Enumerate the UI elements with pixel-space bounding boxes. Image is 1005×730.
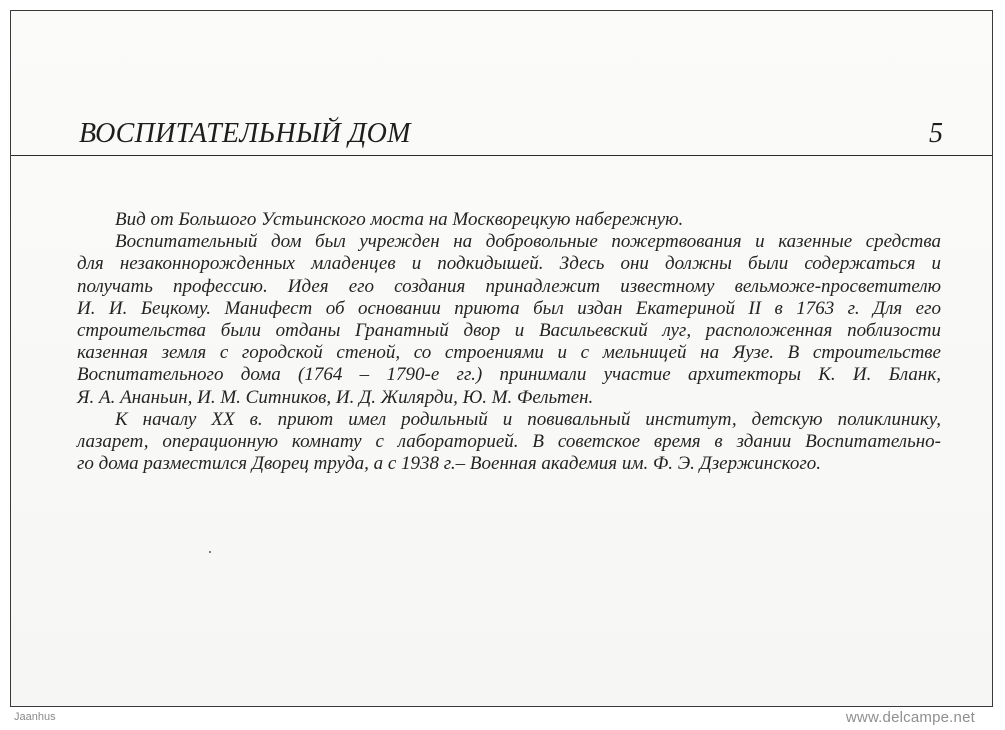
text-line: получать профессию. Идея его создания принадлежит известному вельможе-просветителю xyxy=(77,275,941,297)
text-line: го дома разместился Дворец труда, а с 1938 г.– Военная академия им. Ф. Э. Дзержинского. xyxy=(77,453,821,475)
paper-speck xyxy=(209,551,211,553)
text-line: Вид от Большого Устьинского моста на Москворецкую набережную. xyxy=(115,209,684,230)
seller-watermark: Jaanhus xyxy=(14,711,56,723)
text-line: Воспитательный дом был учрежден на добровольные пожертвования и казенные средства xyxy=(115,231,941,253)
header-divider xyxy=(11,155,992,156)
postcard-back xyxy=(10,10,993,707)
site-watermark: www.delcampe.net xyxy=(845,709,975,726)
text-line: К началу XX в. приют имел родильный и повивальный институт, детскую поликлинику, xyxy=(115,408,941,430)
page-title: ВОСПИТАТЕЛЬНЫЙ ДОМ xyxy=(79,118,411,149)
text-line: Воспитательного дома (1764 – 1790-е гг.) принимали участие архитекторы К. И. Бланк, xyxy=(77,364,941,386)
text-line: строительства были отданы Гранатный двор и Васильевский луг, расположенная поблизости xyxy=(77,320,941,342)
page-number: 5 xyxy=(929,118,943,149)
text-line: И. И. Бецкому. Манифест об основании приюта был издан Екатериной II в 1763 г. Для его xyxy=(77,297,941,319)
text-line: для незаконнорожденных младенцев и подкидышей. Здесь они должны были содержаться и xyxy=(77,253,941,275)
description-text xyxy=(77,209,941,475)
text-line: Я. А. Ананьин, И. М. Ситников, И. Д. Жилярди, Ю. М. Фельтен. xyxy=(77,386,594,408)
text-line: лазарет, операционную комнату с лабораторией. В советское время в здании Воспитательно- xyxy=(77,431,941,453)
text-line: казенная земля с городской стеной, со строениями и с мельницей на Яузе. В строительстве xyxy=(77,342,941,364)
